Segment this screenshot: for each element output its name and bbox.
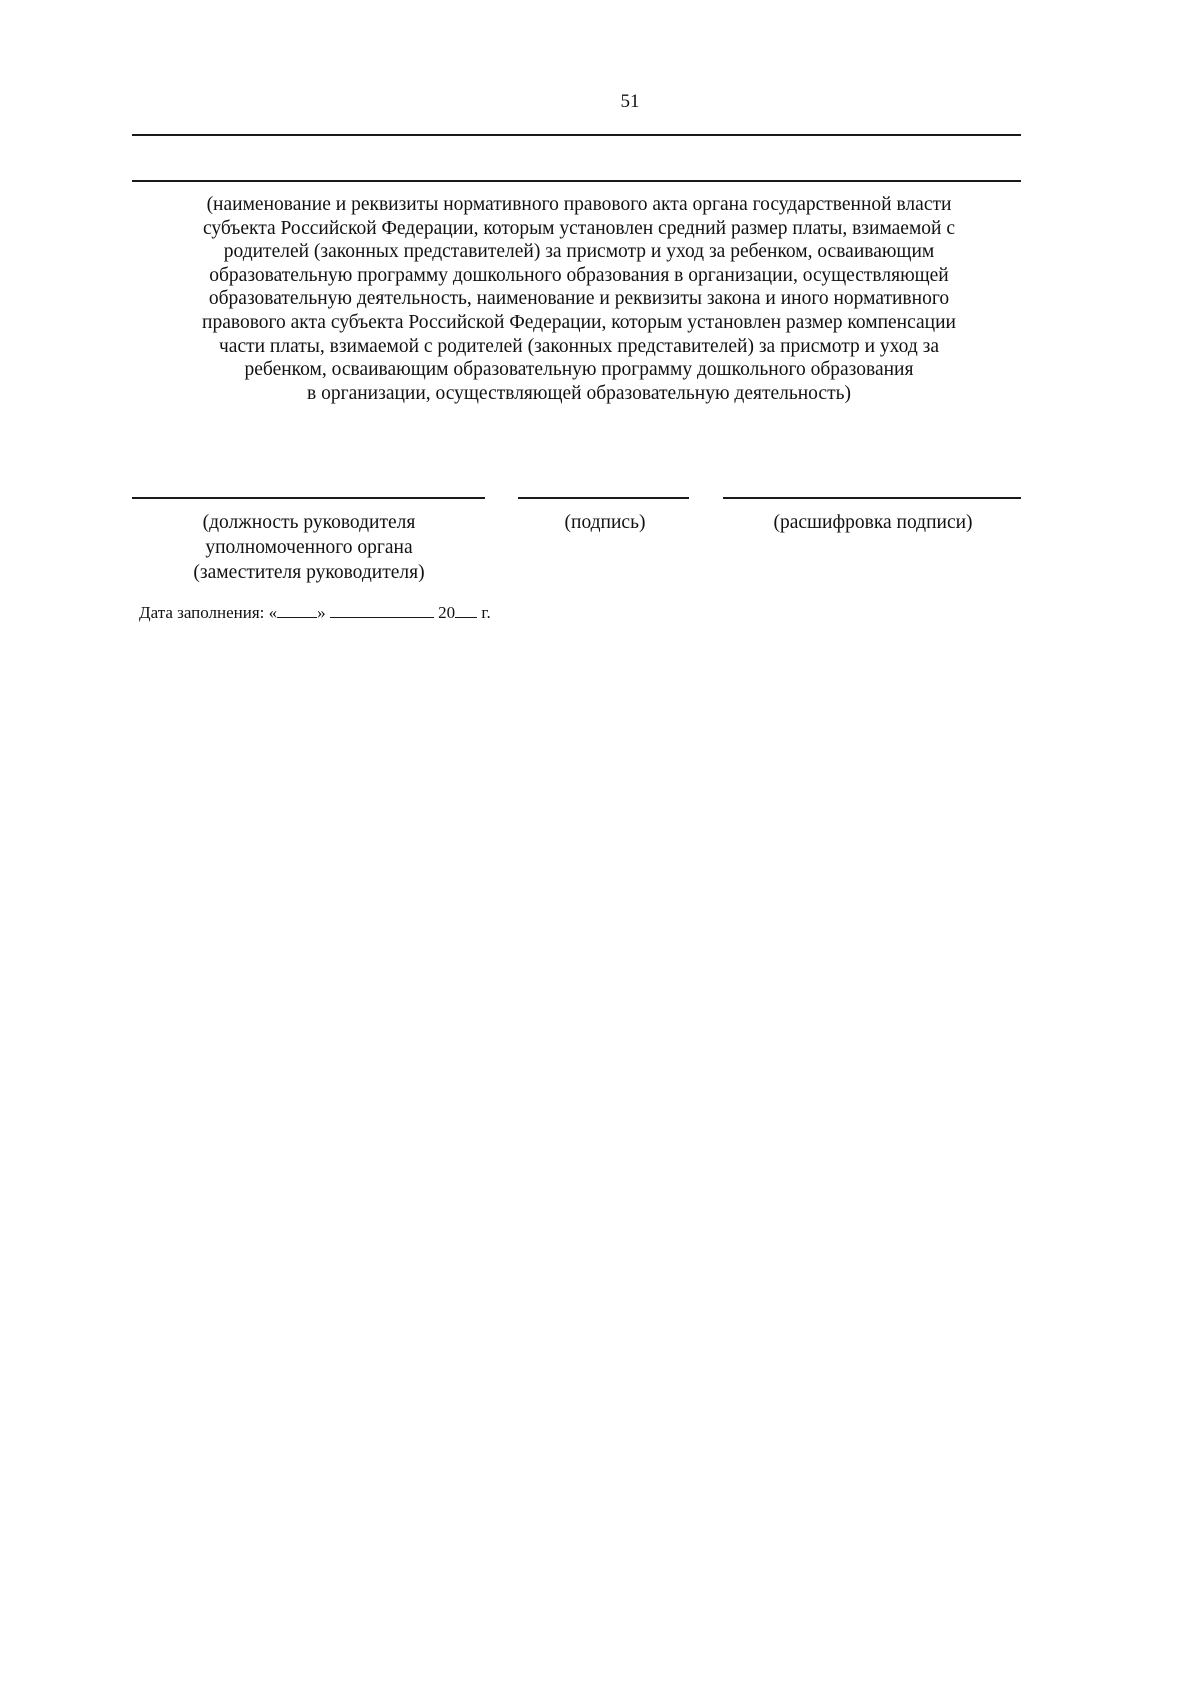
decoding-signature-rule: [723, 497, 1021, 499]
position-caption: [168, 510, 450, 585]
year-prefix: 20: [438, 603, 456, 622]
page-number: 51: [620, 91, 640, 112]
act-caption-line: образовательную деятельность, наименование и реквизиты закона и иного нормативного: [208, 288, 950, 310]
act-caption: [133, 193, 1025, 405]
act-name-rule-1: [132, 134, 1021, 136]
year-blank: [455, 603, 477, 618]
date-label: Дата заполнения:: [139, 603, 265, 622]
decoding-caption: [755, 510, 991, 535]
day-blank: [277, 603, 317, 618]
act-caption-line: правового акта субъекта Российской Федерации, которым установлен размер компенсации: [202, 311, 956, 333]
position-caption-line: (заместителя руководителя): [193, 562, 425, 583]
position-caption-line: (должность руководителя: [202, 512, 416, 533]
decoding-caption-text: (расшифровка подписи): [773, 512, 973, 533]
act-caption-line: в организации, осуществляющей образовательную деятельность): [307, 382, 851, 404]
position-caption-line: уполномоченного органа: [205, 537, 413, 558]
act-caption-line: родителей (законных представителей) за присмотр и уход за ребенком, осваивающим: [223, 241, 935, 263]
date-open-quote: «: [268, 603, 278, 622]
position-signature-rule: [132, 497, 485, 499]
act-caption-line: ребенком, осваивающим образовательную программу дошкольного образования: [244, 359, 914, 381]
month-blank: [330, 603, 434, 618]
act-caption-line: субъекта Российской Федерации, которым установлен средний размер платы, взимаемой с: [202, 217, 956, 239]
date-fill-row: [139, 603, 491, 623]
signature-rule: [518, 497, 689, 499]
act-caption-line: (наименование и реквизиты нормативного правового акта органа государственной власти: [206, 194, 952, 215]
year-suffix: г.: [481, 603, 491, 622]
signature-caption-text: (подпись): [564, 512, 646, 533]
act-caption-line: части платы, взимаемой с родителей (законных представителей) за присмотр и уход за: [218, 335, 939, 357]
act-name-rule-2: [132, 180, 1021, 182]
act-caption-line: образовательную программу дошкольного образования в организации, осуществляющей: [209, 264, 949, 286]
date-close-quote: »: [317, 603, 326, 622]
signature-caption: [540, 510, 670, 535]
